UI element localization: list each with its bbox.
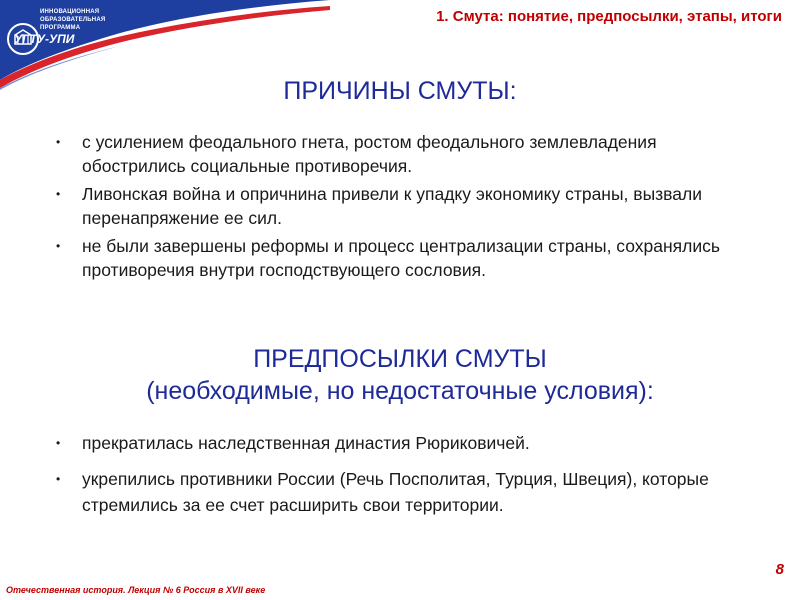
list-item: • не были завершены реформы и процесс централизации страны, сохранялись противоречия внутри господствующего сословия. [52, 234, 742, 282]
list-item: • с усилением феодального гнета, ростом феодального землевладения обострились социальные противоречия. [52, 130, 742, 178]
logo-program-text: ИННОВАЦИОННАЯ ОБРАЗОВАТЕЛЬНАЯ ПРОГРАММА [40, 9, 106, 31]
list-item: • Ливонская война и опричнина привели к упадку экономику страны, вызвали перенапряжение ее сил. [52, 182, 742, 230]
footer-course-text: Отечественная история. Лекция № 6 Россия в XVII веке [6, 585, 266, 595]
university-logo [4, 8, 116, 68]
list-item: • укрепились противники России (Речь Посполитая, Турция, Швеция), которые стремились за ее счет расширить свои территории. [52, 466, 742, 518]
logo-badge: УГТУ-УПИ [14, 32, 75, 46]
causes-list [52, 130, 742, 286]
preconditions-list [52, 430, 742, 528]
preconditions-heading: ПРЕДПОСЫЛКИ СМУТЫ [253, 345, 547, 373]
list-item: • прекратилась наследственная династия Рюриковичей. [52, 430, 742, 456]
preconditions-subheading: (необходимые, но недостаточные условия): [146, 377, 654, 405]
slide-title: 1. Смута: понятие, предпосылки, этапы, итоги [436, 8, 782, 25]
page-number: 8 [775, 561, 784, 578]
causes-heading: ПРИЧИНЫ СМУТЫ: [283, 77, 517, 105]
